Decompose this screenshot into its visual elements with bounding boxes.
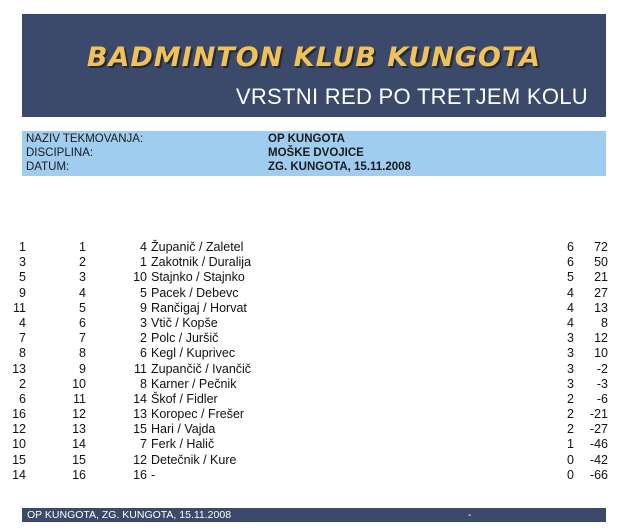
previous-rank-cell: 12: [12, 422, 26, 437]
rank-cell: 11: [73, 391, 86, 406]
pair-name-cell: -: [151, 467, 156, 482]
previous-rank-cell: 10: [12, 437, 26, 452]
table-row: [0, 270, 630, 285]
info-row-date: [22, 160, 606, 175]
points-cell: 2: [567, 391, 574, 406]
pair-name-cell: Županič / Zaletel: [151, 240, 244, 254]
pair-name-cell: Kegl / Kuprivec: [151, 346, 236, 361]
previous-rank-cell: 16: [12, 407, 26, 422]
table-row: [0, 377, 630, 392]
rank-cell: 9: [79, 361, 86, 376]
table-row: [0, 453, 630, 468]
rank-cell: 1: [79, 240, 86, 254]
pair-number-cell: 5: [140, 285, 147, 300]
rank-cell: 16: [72, 467, 86, 482]
table-row: [0, 301, 630, 316]
point-difference-cell: 72: [594, 240, 608, 254]
pair-number-cell: 14: [133, 391, 147, 406]
previous-rank-cell: 13: [12, 361, 26, 376]
club-title: BADMINTON KLUB KUNGOTA: [86, 42, 542, 73]
info-row-competition: [22, 132, 606, 147]
point-difference-cell: -21: [589, 407, 608, 422]
points-cell: 6: [567, 240, 574, 254]
previous-rank-cell: 1: [19, 240, 26, 254]
pair-number-cell: 13: [133, 407, 147, 422]
previous-rank-cell: 11: [13, 300, 26, 315]
pair-name-cell: Stajnko / Stajnko: [151, 270, 245, 285]
previous-rank-cell: 15: [12, 452, 26, 467]
point-difference-cell: -2: [596, 361, 608, 376]
previous-rank-cell: 5: [19, 270, 26, 285]
points-cell: 3: [567, 376, 574, 391]
pair-number-cell: 9: [140, 300, 147, 315]
info-label: NAZIV TEKMOVANJA:: [26, 133, 144, 145]
pair-number-cell: 6: [140, 346, 147, 361]
footer-text: OP KUNGOTA, ZG. KUNGOTA, 15.11.2008: [27, 509, 232, 521]
pair-number-cell: 11: [134, 361, 147, 376]
points-cell: 4: [567, 285, 574, 300]
points-cell: 3: [567, 331, 574, 346]
standings-subtitle: VRSTNI RED PO TRETJEM KOLU: [235, 84, 588, 109]
pair-name-cell: Zakotnik / Duralija: [151, 255, 252, 270]
info-row-discipline: [22, 146, 606, 161]
table-row: [0, 240, 630, 255]
info-value: OP KUNGOTA: [268, 133, 345, 145]
pair-name-cell: Pacek / Debevc: [151, 285, 239, 300]
pair-number-cell: 3: [140, 315, 147, 330]
footer-bar: [22, 508, 606, 522]
pair-name-cell: Škof / Fidler: [151, 391, 218, 406]
table-row: [0, 286, 630, 301]
pair-number-cell: 12: [133, 452, 147, 467]
previous-rank-cell: 3: [19, 255, 26, 270]
competition-info: [22, 131, 606, 176]
pair-name-cell: Vtič / Kopše: [151, 315, 218, 330]
pair-number-cell: 8: [140, 376, 147, 391]
table-row: [0, 255, 630, 270]
point-difference-cell: 50: [594, 255, 608, 270]
table-row: [0, 331, 630, 346]
pair-number-cell: 1: [140, 255, 147, 270]
rank-cell: 7: [79, 331, 86, 346]
pair-number-cell: 15: [133, 422, 147, 437]
pair-number-cell: 10: [133, 270, 147, 285]
info-label: DISCIPLINA:: [26, 147, 94, 159]
rank-cell: 12: [72, 407, 86, 422]
rank-cell: 8: [79, 346, 86, 361]
rank-cell: 13: [72, 422, 86, 437]
previous-rank-cell: 14: [12, 467, 26, 482]
point-difference-cell: 12: [594, 331, 608, 346]
previous-rank-cell: 6: [19, 391, 26, 406]
pair-name-cell: Koropec / Frešer: [151, 407, 245, 422]
points-cell: 3: [567, 346, 574, 361]
point-difference-cell: 21: [594, 270, 608, 285]
table-row: [0, 437, 630, 452]
pair-name-cell: Ferk / Halič: [151, 437, 215, 452]
points-cell: 1: [567, 437, 574, 452]
rank-cell: 10: [72, 376, 86, 391]
pair-name-cell: Detečnik / Kure: [151, 452, 237, 467]
previous-rank-cell: 2: [19, 376, 26, 391]
rank-cell: 4: [79, 285, 86, 300]
previous-rank-cell: 4: [19, 315, 26, 330]
rank-cell: 15: [72, 452, 86, 467]
point-difference-cell: -3: [596, 376, 608, 391]
rank-cell: 6: [79, 315, 86, 330]
points-cell: 4: [567, 315, 574, 330]
table-row: [0, 346, 630, 361]
header-banner: [22, 14, 606, 117]
footer-dash: -: [468, 509, 472, 521]
info-label: DATUM:: [26, 161, 70, 173]
previous-rank-cell: 8: [19, 346, 26, 361]
point-difference-cell: -46: [589, 437, 608, 452]
info-value: ZG. KUNGOTA, 15.11.2008: [268, 161, 411, 173]
table-row: [0, 392, 630, 407]
points-cell: 0: [567, 467, 574, 482]
rank-cell: 2: [79, 255, 86, 270]
points-cell: 3: [567, 361, 574, 376]
standings-table: [0, 240, 630, 483]
points-cell: 6: [567, 255, 574, 270]
rank-cell: 14: [72, 437, 86, 452]
table-row: [0, 422, 630, 437]
points-cell: 5: [567, 270, 574, 285]
point-difference-cell: 13: [594, 300, 608, 315]
previous-rank-cell: 9: [19, 285, 26, 300]
table-row: [0, 468, 630, 483]
info-value: MOŠKE DVOJICE: [268, 147, 364, 159]
point-difference-cell: -27: [589, 422, 608, 437]
rank-cell: 3: [79, 270, 86, 285]
previous-rank-cell: 7: [19, 331, 26, 346]
pair-number-cell: 16: [133, 467, 147, 482]
points-cell: 4: [567, 300, 574, 315]
pair-name-cell: Hari / Vajda: [151, 422, 216, 437]
point-difference-cell: 8: [601, 315, 608, 330]
point-difference-cell: -66: [589, 467, 608, 482]
pair-name-cell: Polc / Juršič: [151, 331, 219, 346]
point-difference-cell: 10: [594, 346, 608, 361]
pair-number-cell: 2: [140, 331, 147, 346]
point-difference-cell: 27: [594, 285, 608, 300]
points-cell: 2: [567, 407, 574, 422]
pair-number-cell: 4: [140, 240, 147, 254]
pair-number-cell: 7: [140, 437, 147, 452]
rank-cell: 5: [79, 300, 86, 315]
pair-name-cell: Rančigaj / Horvat: [151, 300, 247, 315]
table-row: [0, 362, 630, 377]
points-cell: 0: [567, 452, 574, 467]
pair-name-cell: Zupančič / Ivančič: [151, 361, 252, 376]
points-cell: 2: [567, 422, 574, 437]
table-row: [0, 316, 630, 331]
pair-name-cell: Karner / Pečnik: [151, 376, 237, 391]
point-difference-cell: -6: [596, 391, 608, 406]
point-difference-cell: -42: [589, 452, 608, 467]
table-row: [0, 407, 630, 422]
